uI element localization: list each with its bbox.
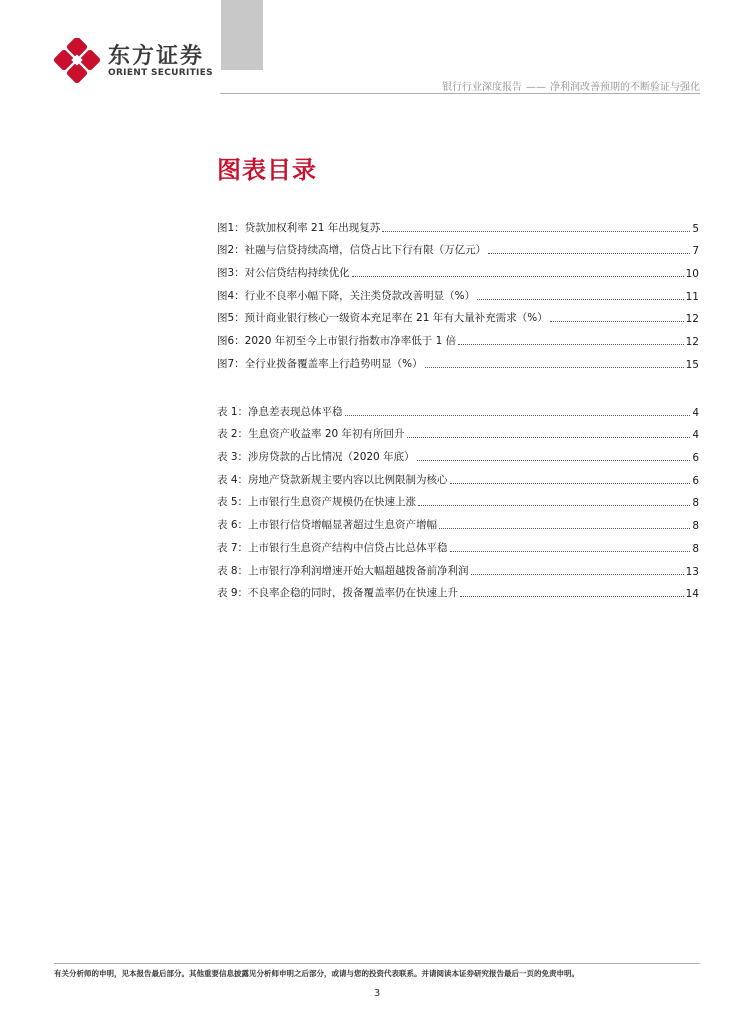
toc-leader-dots bbox=[382, 231, 690, 232]
toc-entry-page: 15 bbox=[685, 358, 699, 371]
report-type: 银行行业深度报告 bbox=[442, 82, 522, 93]
toc-entry-page: 12 bbox=[685, 336, 699, 349]
report-subtitle: 净利润改善预期的不断验证与强化 bbox=[550, 82, 700, 93]
toc-leader-dots bbox=[407, 437, 691, 438]
page-title: 图表目录 bbox=[217, 156, 317, 184]
toc-entry-page: 6 bbox=[692, 452, 699, 465]
toc-leader-dots bbox=[460, 596, 684, 597]
toc-leader-dots bbox=[418, 505, 690, 506]
toc-entry[interactable] bbox=[217, 578, 699, 601]
toc-entry-page: 4 bbox=[692, 429, 699, 442]
toc-entry[interactable] bbox=[217, 280, 699, 303]
toc-entry-label: 图7：全行业拨备覆盖率上行趋势明显（%） bbox=[217, 357, 423, 370]
header-separator: —— bbox=[526, 82, 546, 93]
toc-entry-page: 7 bbox=[692, 245, 699, 258]
toc-entry-label: 表 8：上市银行净利润增速开始大幅超越拨备前净利润 bbox=[217, 564, 469, 577]
toc-entry-label: 图3：对公信贷结构持续优化 bbox=[217, 267, 350, 280]
toc-entry[interactable] bbox=[217, 257, 699, 280]
figure-list bbox=[217, 212, 699, 371]
footer-disclaimer: 有关分析师的申明，见本报告最后部分。其他重要信息披露见分析师申明之后部分，或请与您的投资代表联系。并请阅读本证券研究报告最后一页的免责申明。 bbox=[54, 969, 579, 978]
toc-entry-label: 图2：社融与信贷持续高增，信贷占比下行有限（万亿元） bbox=[217, 244, 487, 257]
toc-entry-page: 12 bbox=[685, 313, 699, 326]
toc-entry-label: 图6：2020 年初至今上市银行指数市净率低于 1 倍 bbox=[217, 335, 457, 348]
toc-leader-dots bbox=[550, 321, 684, 322]
toc-entry[interactable] bbox=[217, 325, 699, 348]
toc-entry-page: 14 bbox=[685, 588, 699, 601]
toc-leader-dots bbox=[450, 483, 691, 484]
toc-entry-page: 6 bbox=[692, 474, 699, 487]
footer-divider bbox=[54, 963, 700, 964]
toc-entry-page: 8 bbox=[692, 520, 699, 533]
toc-entry[interactable] bbox=[217, 555, 699, 578]
toc-entry[interactable] bbox=[217, 532, 699, 555]
toc-entry-page: 4 bbox=[692, 406, 699, 419]
header-divider bbox=[220, 93, 700, 94]
toc-leader-dots bbox=[450, 551, 691, 552]
toc-entry-page: 11 bbox=[685, 290, 699, 303]
toc-entry-label: 图5：预计商业银行核心一级资本充足率在 21 年有大量补充需求（%） bbox=[217, 312, 548, 325]
toc-entry[interactable] bbox=[217, 464, 699, 487]
company-logo bbox=[54, 38, 214, 84]
page-number: 3 bbox=[373, 988, 381, 999]
toc-leader-dots bbox=[477, 299, 683, 300]
header-gray-tab bbox=[221, 0, 263, 70]
toc-entry-label: 表 6：上市银行信贷增幅显著超过生息资产增幅 bbox=[217, 519, 438, 532]
table-list bbox=[217, 396, 699, 600]
toc-entry-label: 表 5：上市银行生息资产规模仍在快速上涨 bbox=[217, 496, 417, 509]
toc-entry[interactable] bbox=[217, 235, 699, 258]
toc-leader-dots bbox=[425, 367, 684, 368]
toc-entry[interactable] bbox=[217, 348, 699, 371]
toc-entry-page: 8 bbox=[692, 542, 699, 555]
toc-entry-label: 表 1：净息差表现总体平稳 bbox=[217, 405, 343, 418]
toc-entry[interactable] bbox=[217, 509, 699, 532]
toc-entry-label: 表 7：上市银行生息资产结构中信贷占比总体平稳 bbox=[217, 541, 448, 554]
toc-entry[interactable] bbox=[217, 441, 699, 464]
toc-leader-dots bbox=[417, 460, 691, 461]
logo-english-text: ORIENT SECURITIES bbox=[108, 68, 213, 78]
logo-chinese-text: 东方证券 bbox=[108, 44, 205, 69]
toc-leader-dots bbox=[488, 253, 690, 254]
toc-entry-page: 8 bbox=[692, 497, 699, 510]
toc-entry-label: 图1：贷款加权利率 21 年出现复苏 bbox=[217, 221, 381, 234]
toc-entry[interactable] bbox=[217, 396, 699, 419]
toc-entry-page: 13 bbox=[685, 565, 699, 578]
toc-entry[interactable] bbox=[217, 303, 699, 326]
toc-entry-label: 表 2：生息资产收益率 20 年初有所回升 bbox=[217, 428, 405, 441]
toc-entry-label: 图4：行业不良率小幅下降，关注类贷款改善明显（%） bbox=[217, 289, 476, 302]
toc-entry[interactable] bbox=[217, 212, 699, 235]
toc-entry-label: 表 3：涉房贷款的占比情况（2020 年底） bbox=[217, 451, 415, 464]
toc-leader-dots bbox=[458, 344, 684, 345]
toc-entry-page: 10 bbox=[685, 268, 699, 281]
report-header bbox=[442, 78, 700, 93]
toc-entry-label: 表 9：不良率企稳的同时，拨备覆盖率仍在快速上升 bbox=[217, 587, 459, 600]
toc-leader-dots bbox=[471, 574, 684, 575]
orient-logo-icon bbox=[54, 38, 100, 84]
toc-leader-dots bbox=[352, 276, 684, 277]
toc-entry-page: 5 bbox=[692, 222, 699, 235]
toc-leader-dots bbox=[345, 415, 691, 416]
toc-entry[interactable] bbox=[217, 419, 699, 442]
toc-entry[interactable] bbox=[217, 487, 699, 510]
toc-leader-dots bbox=[439, 528, 690, 529]
toc-entry-label: 表 4：房地产贷款新规主要内容以比例限制为核心 bbox=[217, 473, 448, 486]
